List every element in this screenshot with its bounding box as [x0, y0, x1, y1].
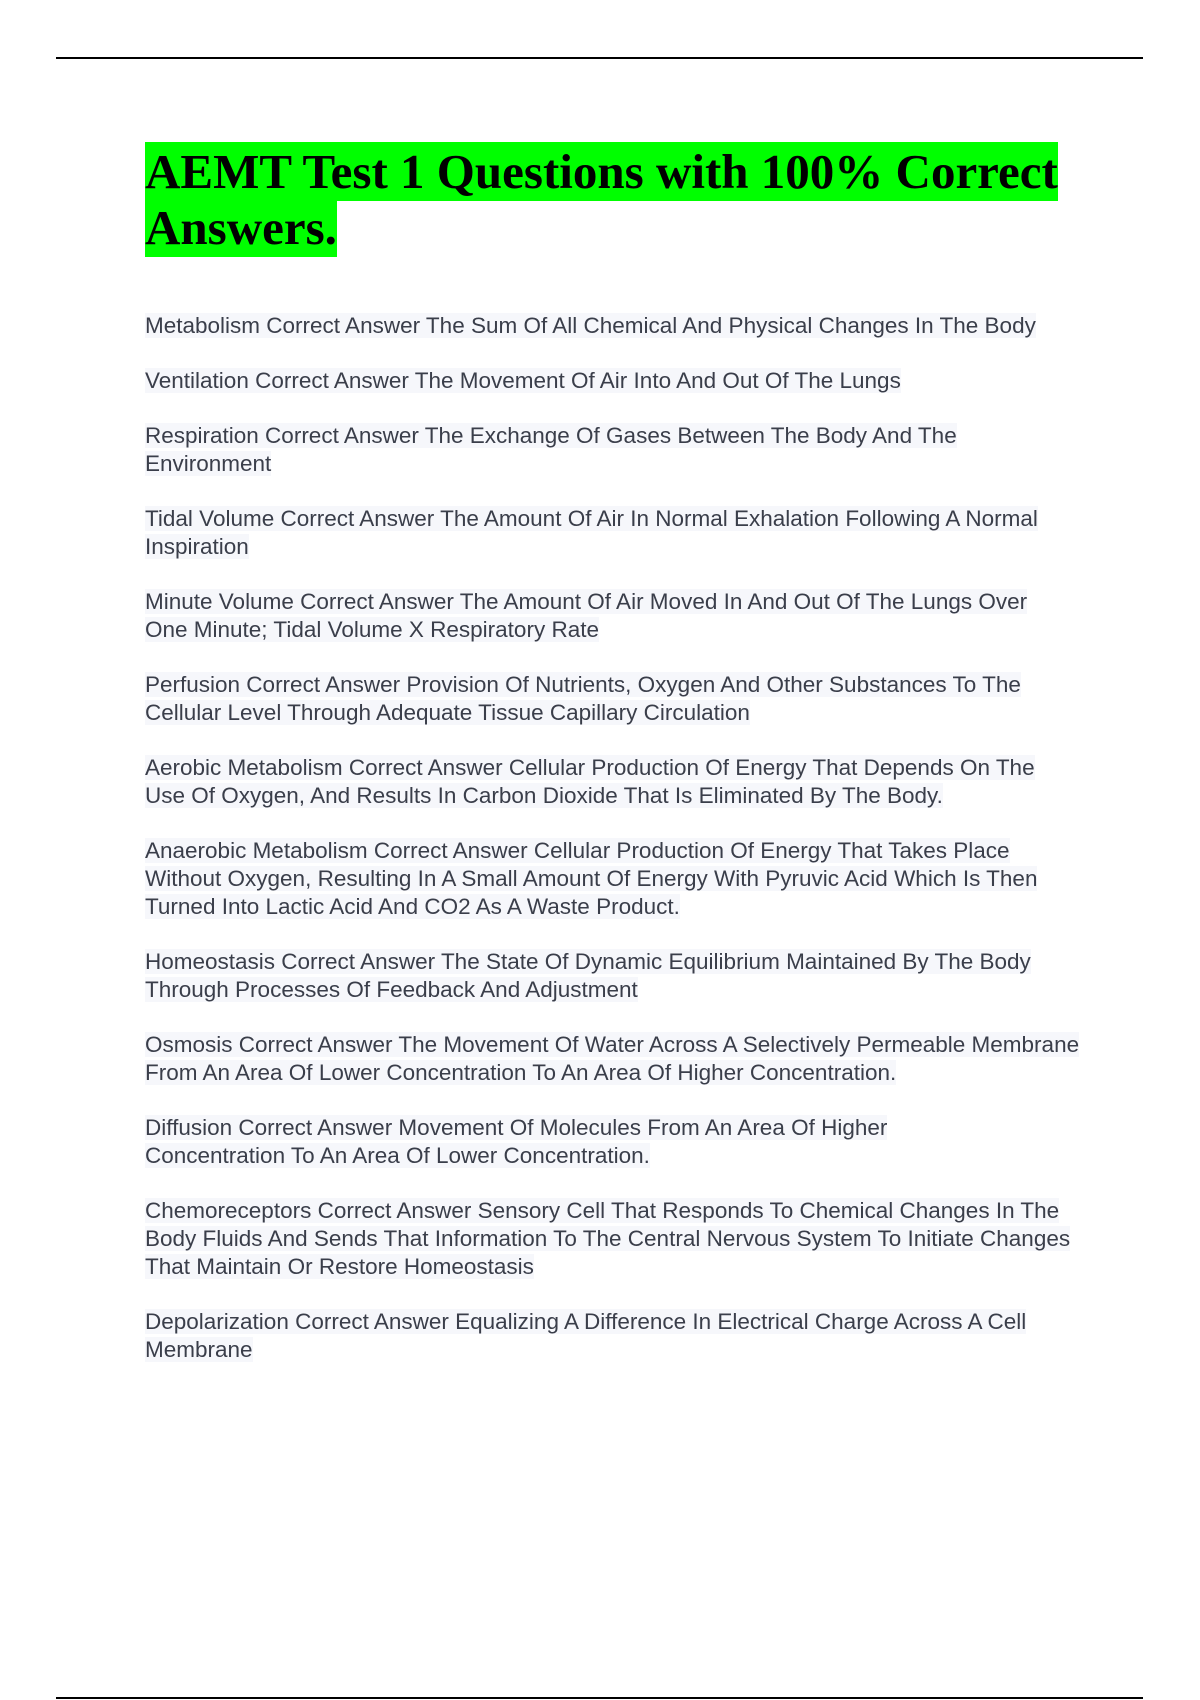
qa-item: Respiration Correct Answer The Exchange Of Gases Between The Body And The Environment	[145, 423, 957, 476]
qa-item: Tidal Volume Correct Answer The Amount Of Air In Normal Exhalation Following A Normal Inspiration	[145, 506, 1038, 559]
qa-item: Minute Volume Correct Answer The Amount Of Air Moved In And Out Of The Lungs Over One Minute; Tidal Volume X Respiratory Rate	[145, 589, 1028, 642]
document-title: AEMT Test 1 Questions with 100% Correct Answers.	[145, 144, 1058, 255]
qa-item: Diffusion Correct Answer Movement Of Molecules From An Area Of Higher Concentration To An Area Of Lower Concentration.	[145, 1115, 888, 1168]
qa-item: Depolarization Correct Answer Equalizing A Difference In Electrical Charge Across A Cell Membrane	[145, 1309, 1027, 1362]
qa-item: Osmosis Correct Answer The Movement Of Water Across A Selectively Permeable Membrane From An Area Of Lower Concentration To An Area Of Higher Concentration.	[145, 1032, 1080, 1085]
qa-item: Perfusion Correct Answer Provision Of Nutrients, Oxygen And Other Substances To The Cellular Level Through Adequate Tissue Capillary Circulation	[145, 672, 1021, 725]
bottom-rule	[56, 1697, 1143, 1699]
qa-item: Chemoreceptors Correct Answer Sensory Cell That Responds To Chemical Changes In The Body Fluids And Sends That Information To The Central Nervous System To Initiate Changes That Maintain Or Restore Homeostasis	[145, 1198, 1071, 1279]
qa-item: Metabolism Correct Answer The Sum Of All Chemical And Physical Changes In The Body	[145, 313, 1036, 338]
qa-item: Anaerobic Metabolism Correct Answer Cellular Production Of Energy That Takes Place Without Oxygen, Resulting In A Small Amount Of Energy With Pyruvic Acid Which Is Then Turned Into Lactic Acid And CO2 As A Waste Product.	[145, 838, 1038, 919]
qa-item: Aerobic Metabolism Correct Answer Cellular Production Of Energy That Depends On The Use Of Oxygen, And Results In Carbon Dioxide That Is Eliminated By The Body.	[145, 755, 1035, 808]
document-body	[145, 144, 1090, 1391]
qa-item: Ventilation Correct Answer The Movement Of Air Into And Out Of The Lungs	[145, 368, 901, 393]
top-rule	[56, 57, 1143, 59]
qa-item: Homeostasis Correct Answer The State Of Dynamic Equilibrium Maintained By The Body Through Processes Of Feedback And Adjustment	[145, 949, 1031, 1002]
